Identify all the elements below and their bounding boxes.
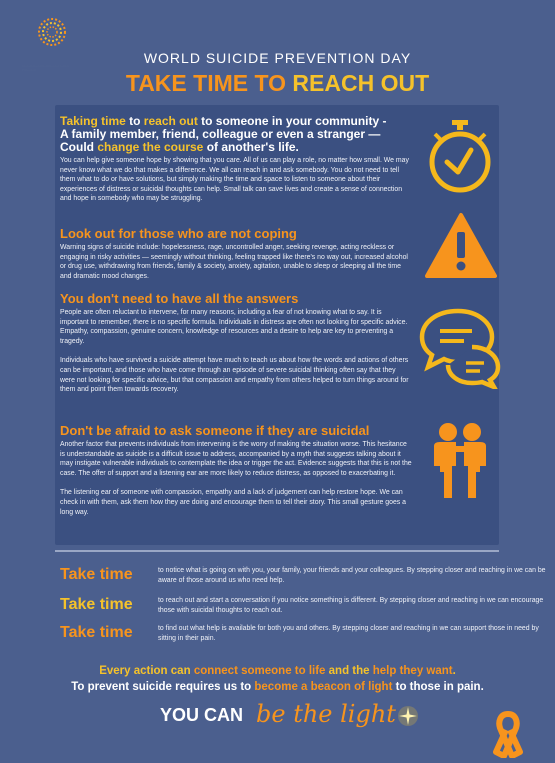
take-time-label: Take time <box>60 624 133 641</box>
closing-line-2: To prevent suicide requires us to become a beacon of light to those in pain. <box>71 681 484 693</box>
warning-icon <box>425 212 497 285</box>
intro-heading: Taking time to reach out to someone in your community - A family member, friend, colleague or even a stranger — Could change the course of another's life. <box>60 114 387 154</box>
you-can-text: YOU CAN <box>160 705 244 725</box>
coping-section <box>60 227 412 281</box>
speech-bubbles-icon <box>418 305 502 394</box>
clock-icon <box>425 118 495 199</box>
afraid-title: Don't be afraid to ask someone if they are suicidal <box>60 423 370 438</box>
afraid-section <box>60 424 412 517</box>
closing-line-1: Every action can connect someone to life and the help they want. <box>99 665 456 677</box>
divider <box>55 550 499 552</box>
page-title: TAKE TIME TO REACH OUT <box>125 70 430 96</box>
take-time-text: to find out what help is available for both you and others. By stepping closer and reaching in we can support those in need by sitting in their pain. <box>158 625 539 642</box>
intro-section <box>60 115 412 204</box>
afraid-body-1: Another factor that prevents individuals from intervening is the worry of making the situation worse. This hesitance is understandable as suicide is a difficult issue to address, accompanied by a myth that suggests talking about it may instigate vulnerable individuals to contemplate the idea or trigger the act. Evidence suggests that this is not the case. The offer of support and a listening ear are more likely to reduce distress, as opposed to exacerbating it. <box>60 441 412 477</box>
answers-body-2: Individuals who have survived a suicide attempt have much to teach us about how the words and actions of others can be important, and those who have come through an episode of severe suicidal thinking often say that they were not looking for specific advice, but that compassion and empathy from others helped to turn things around for them and point them towards recovery. <box>60 357 409 394</box>
take-time-text: to reach out and start a conversation if you notice something is different. By stepping closer and reaching in we can encourage those with suicidal thoughts to reach out. <box>158 597 544 614</box>
afraid-body-2: The listening ear of someone with compassion, empathy and a lack of judgement can help restore hope. We can check in with them, ask them how they are doing and encourage them to tell their story. This small gesture goes a long way. <box>60 489 406 516</box>
awareness-ribbon-icon <box>490 710 526 758</box>
answers-body-1: People are often reluctant to intervene, for many reasons, including a fear of not knowing what to say. It is important to remember, there is no specific formula. Individuals in distress are often not looking for specific advice. Empathy, compassion, genuine concern, knowledge of resources and a desire to help are key to preventing a tragedy. <box>60 309 408 345</box>
page-subtitle: WORLD SUICIDE PREVENTION DAY <box>143 50 412 66</box>
take-time-text: to notice what is going on with you, your family, your friends and your colleagues. By stepping closer and reaching in we can be aware of those around us who need help. <box>158 567 546 584</box>
intro-body: You can help give someone hope by showing that you care. All of us can play a role, no matter how small. We may never know what we do that makes a difference. We all can reach in and ask somebody. You do not need to tell them what to do or have solutions, but simply making the time and space to listen to someone about their experiences of distress or suicidal thoughts can help. Small talk can save lives and create a sense of connection and hope in somebody who may be struggling. <box>60 157 409 203</box>
people-hug-icon <box>428 420 492 505</box>
answers-section <box>60 292 412 395</box>
coping-body: Warning signs of suicide include: hopelessness, rage, uncontrolled anger, seeking revenge, acting reckless or engaging in risky activities — seemingly without thinking, feeling trapped like there's no way out, increased alcohol or drug use, withdrawing from friends, family & society, anxiety, agitation, unable to sleep or sleeping all the time and dramatic mood changes. <box>60 244 408 280</box>
answers-title: You don't need to have all the answers <box>60 291 299 306</box>
sparkle-icon <box>397 705 419 732</box>
take-time-label: Take time <box>60 596 133 613</box>
be-the-light-text: be the light <box>256 700 396 728</box>
take-time-label: Take time <box>60 566 133 583</box>
coping-title: Look out for those who are not coping <box>60 226 297 241</box>
